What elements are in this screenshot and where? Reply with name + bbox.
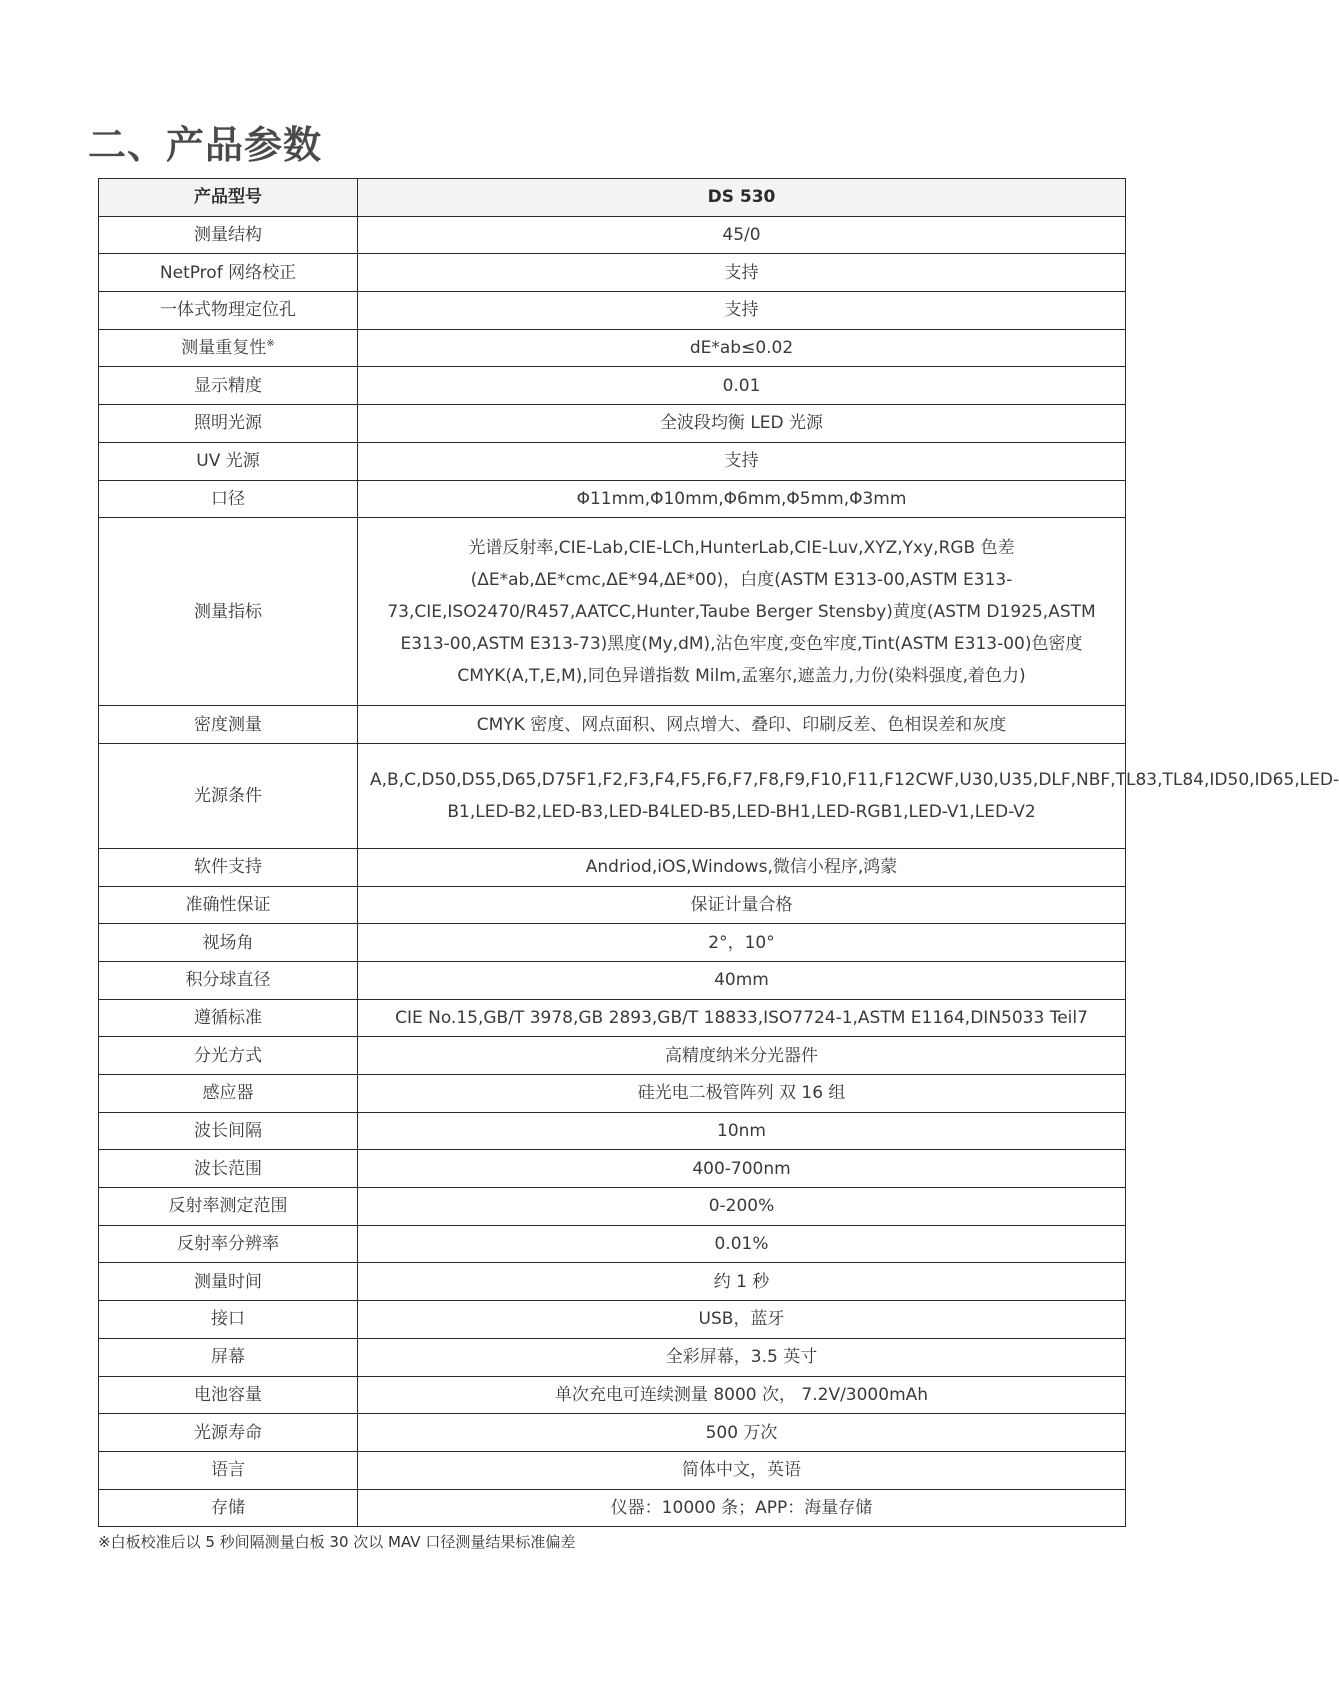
table-row [99, 367, 1126, 405]
row-value: 简体中文，英语 [358, 1451, 1126, 1489]
row-value: 10nm [358, 1112, 1126, 1150]
table-row [99, 292, 1126, 330]
row-label: 电池容量 [99, 1376, 358, 1414]
row-label: 遵循标准 [99, 999, 358, 1037]
row-label: 密度测量 [99, 706, 358, 744]
row-label: 测量指标 [99, 518, 358, 706]
row-label: 光源条件 [99, 743, 358, 848]
table-row [99, 1075, 1126, 1113]
row-label: 屏幕 [99, 1338, 358, 1376]
row-label: 口径 [99, 480, 358, 518]
table-row [99, 848, 1126, 886]
row-label-text: 测量重复性 [181, 338, 267, 359]
row-value: CMYK 密度、网点面积、网点增大、叠印、印刷反差、色相误差和灰度 [358, 706, 1126, 744]
table-row [99, 1451, 1126, 1489]
row-label: 测量时间 [99, 1263, 358, 1301]
table-header-row [99, 179, 1126, 217]
row-value: 仪器：10000 条；APP：海量存储 [358, 1489, 1126, 1527]
row-value: 500 万次 [358, 1414, 1126, 1452]
row-label: 照明光源 [99, 405, 358, 443]
row-value: 0.01 [358, 367, 1126, 405]
row-label: 视场角 [99, 924, 358, 962]
table-row [99, 1489, 1126, 1527]
row-value: 0-200% [358, 1188, 1126, 1226]
row-value: 单次充电可连续测量 8000 次， 7.2V/3000mAh [358, 1376, 1126, 1414]
row-value: 2°，10° [358, 924, 1126, 962]
table-row [99, 1301, 1126, 1339]
table-row [99, 743, 1126, 848]
row-label: 一体式物理定位孔 [99, 292, 358, 330]
table-row [99, 1263, 1126, 1301]
row-value: Andriod,iOS,Windows,微信小程序,鸿蒙 [358, 848, 1126, 886]
row-value: USB，蓝牙 [358, 1301, 1126, 1339]
row-label: 波长间隔 [99, 1112, 358, 1150]
row-label: 软件支持 [99, 848, 358, 886]
row-value: 0.01% [358, 1225, 1126, 1263]
row-label: 准确性保证 [99, 886, 358, 924]
table-row [99, 1376, 1126, 1414]
table-row [99, 886, 1126, 924]
row-value: 约 1 秒 [358, 1263, 1126, 1301]
row-label: 积分球直径 [99, 961, 358, 999]
row-label: 感应器 [99, 1075, 358, 1113]
table-row [99, 254, 1126, 292]
row-label: 语言 [99, 1451, 358, 1489]
table-row [99, 480, 1126, 518]
row-value: 光谱反射率,CIE-Lab,CIE-LCh,HunterLab,CIE-Luv,XYZ,Yxy,RGB 色差(ΔE*ab,ΔE*cmc,ΔE*94,ΔE*00)，白度(ASTM E313-00,ASTM E313-73,CIE,ISO2470/R457,AATCC,Hunter,Taube Berger Stensby)黄度(ASTM D1925,ASTM E313-00,ASTM E313-73)黑度(My,dM),沾色牢度,变色牢度,Tint(ASTM E313-00)色密度 CMYK(A,T,E,M),同色异谱指数 Milm,孟塞尔,遮盖力,力份(染料强度,着色力) [358, 518, 1126, 706]
footnote: ※白板校准后以 5 秒间隔测量白板 30 次以 MAV 口径测量结果标准偏差 [98, 1533, 576, 1551]
table-row [99, 405, 1126, 443]
table-row [99, 999, 1126, 1037]
header-label-cell: 产品型号 [99, 179, 358, 217]
table-row [99, 1112, 1126, 1150]
row-label: 反射率测定范围 [99, 1188, 358, 1226]
row-label [99, 329, 358, 367]
row-label: 接口 [99, 1301, 358, 1339]
table-row [99, 442, 1126, 480]
spec-table [98, 178, 1339, 1527]
row-value: 40mm [358, 961, 1126, 999]
table-row [99, 924, 1126, 962]
row-label: 分光方式 [99, 1037, 358, 1075]
header-model-cell: DS 530 [358, 179, 1126, 217]
row-value: 硅光电二极管阵列 双 16 组 [358, 1075, 1126, 1113]
table-row [99, 1414, 1126, 1452]
row-label: UV 光源 [99, 442, 358, 480]
footnote-mark: ※ [266, 338, 275, 350]
row-value: Φ11mm,Φ10mm,Φ6mm,Φ5mm,Φ3mm [358, 480, 1126, 518]
row-value: 支持 [358, 442, 1126, 480]
table-row [99, 1188, 1126, 1226]
row-label: 存储 [99, 1489, 358, 1527]
table-row [99, 961, 1126, 999]
row-label: 测量结构 [99, 216, 358, 254]
row-label: 反射率分辨率 [99, 1225, 358, 1263]
row-value: 高精度纳米分光器件 [358, 1037, 1126, 1075]
row-value: 支持 [358, 292, 1126, 330]
table-row [99, 216, 1126, 254]
row-label: 波长范围 [99, 1150, 358, 1188]
row-value: 支持 [358, 254, 1126, 292]
row-value: A,B,C,D50,D55,D65,D75F1,F2,F3,F4,F5,F6,F7,F8,F9,F10,F11,F12CWF,U30,U35,DLF,NBF,TL83,TL84,ID50,ID65,LED-B1,LED-B2,LED-B3,LED-B4LED-B5,LED-BH1,LED-RGB1,LED-V1,LED-V2 [358, 743, 1126, 848]
table-row [99, 1225, 1126, 1263]
row-value: 全彩屏幕，3.5 英寸 [358, 1338, 1126, 1376]
table-row [99, 1150, 1126, 1188]
row-value: dE*ab≤0.02 [358, 329, 1126, 367]
row-label: NetProf 网络校正 [99, 254, 358, 292]
row-value: 保证计量合格 [358, 886, 1126, 924]
table-row [99, 329, 1126, 367]
row-value: 400-700nm [358, 1150, 1126, 1188]
table-row [99, 1037, 1126, 1075]
table-row [99, 1338, 1126, 1376]
table-row [99, 518, 1126, 706]
row-label: 显示精度 [99, 367, 358, 405]
row-value: 45/0 [358, 216, 1126, 254]
row-value: 全波段均衡 LED 光源 [358, 405, 1126, 443]
page-title: 二、产品参数 [88, 123, 323, 167]
table-row [99, 706, 1126, 744]
row-label: 光源寿命 [99, 1414, 358, 1452]
row-value: CIE No.15,GB/T 3978,GB 2893,GB/T 18833,ISO7724-1,ASTM E1164,DIN5033 Teil7 [358, 999, 1126, 1037]
